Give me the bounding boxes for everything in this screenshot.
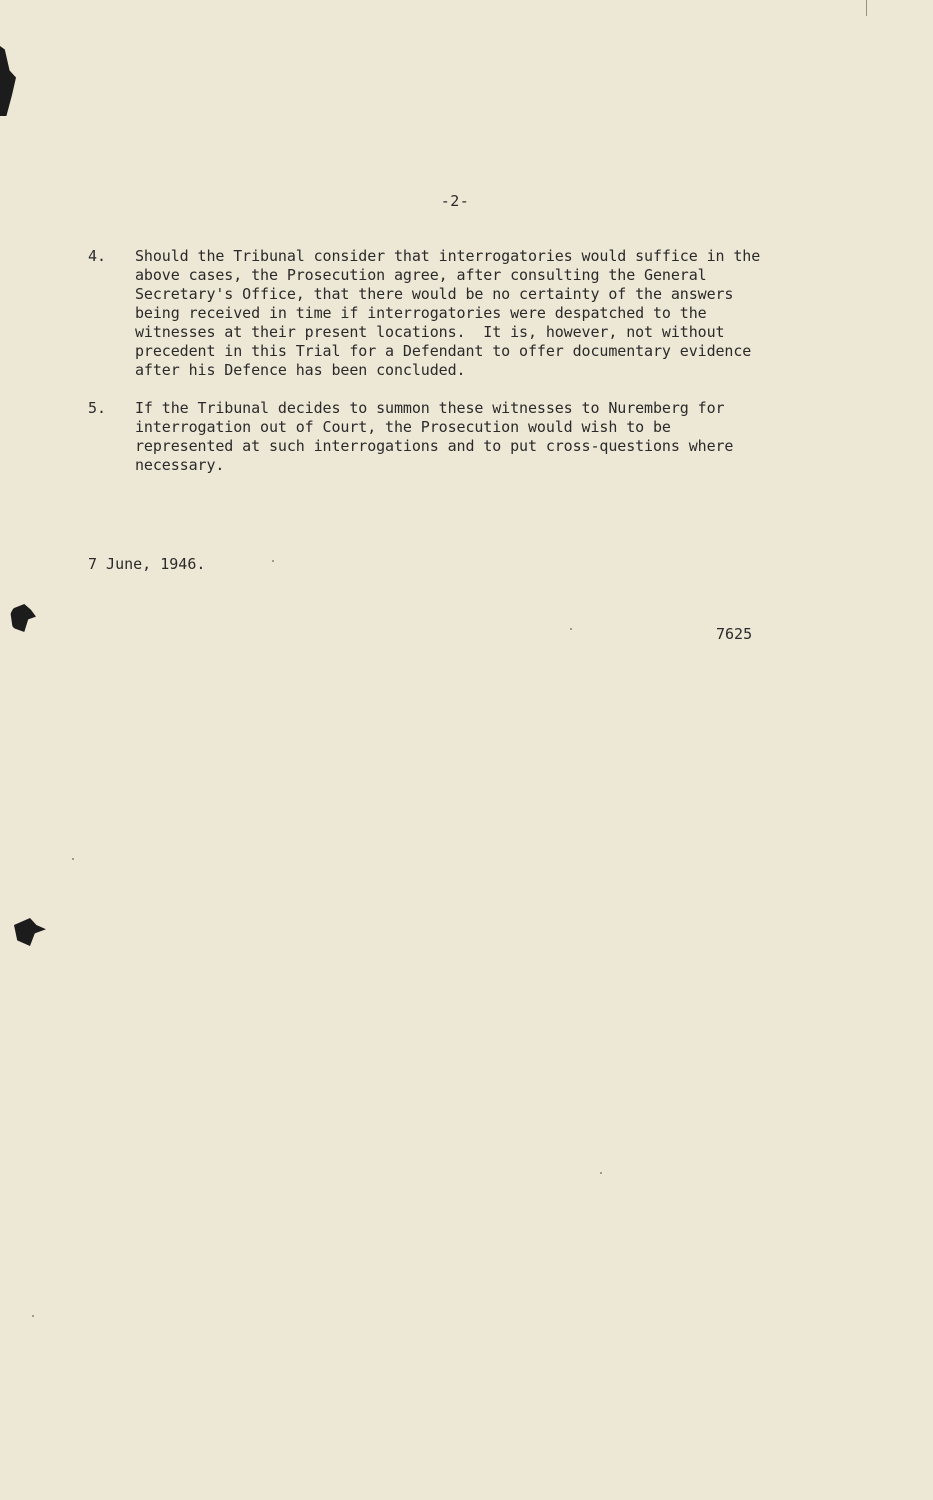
paragraph-line: interrogation out of Court, the Prosecution would wish to be xyxy=(135,418,671,436)
paragraph-line: necessary. xyxy=(135,456,225,474)
paragraph-number: 5. xyxy=(88,399,107,417)
paragraph-text xyxy=(135,247,825,380)
paragraph-line: If the Tribunal decides to summon these witnesses to Nuremberg for xyxy=(135,399,725,417)
paper-speck xyxy=(600,1172,602,1174)
paper-speck xyxy=(72,858,74,860)
paragraph-number: 4. xyxy=(88,247,107,265)
paragraph-text xyxy=(135,399,825,475)
paragraph-line: witnesses at their present locations. It is, however, not without xyxy=(135,323,725,341)
paper-speck xyxy=(570,628,572,630)
paragraph-line: Secretary's Office, that there would be no certainty of the answers xyxy=(135,285,734,303)
punch-hole-top xyxy=(0,46,16,116)
paragraph-line: Should the Tribunal consider that interrogatories would suffice in the xyxy=(135,247,761,265)
paragraph-line: after his Defence has been concluded. xyxy=(135,361,466,379)
paper-speck xyxy=(32,1315,34,1317)
document-number: 7625 xyxy=(716,625,753,643)
paper-edge-mark xyxy=(866,0,867,16)
paragraph-line: represented at such interrogations and to put cross-questions where xyxy=(135,437,734,455)
paper-speck xyxy=(272,560,274,562)
document-date: 7 June, 1946. xyxy=(88,555,206,573)
punch-hole-bottom xyxy=(14,918,46,946)
punch-hole-middle xyxy=(10,604,36,632)
paragraph-line: above cases, the Prosecution agree, after consulting the General xyxy=(135,266,707,284)
page-number: -2- xyxy=(440,192,470,210)
paragraph-line: precedent in this Trial for a Defendant to offer documentary evidence xyxy=(135,342,752,360)
paragraph-line: being received in time if interrogatories were despatched to the xyxy=(135,304,707,322)
